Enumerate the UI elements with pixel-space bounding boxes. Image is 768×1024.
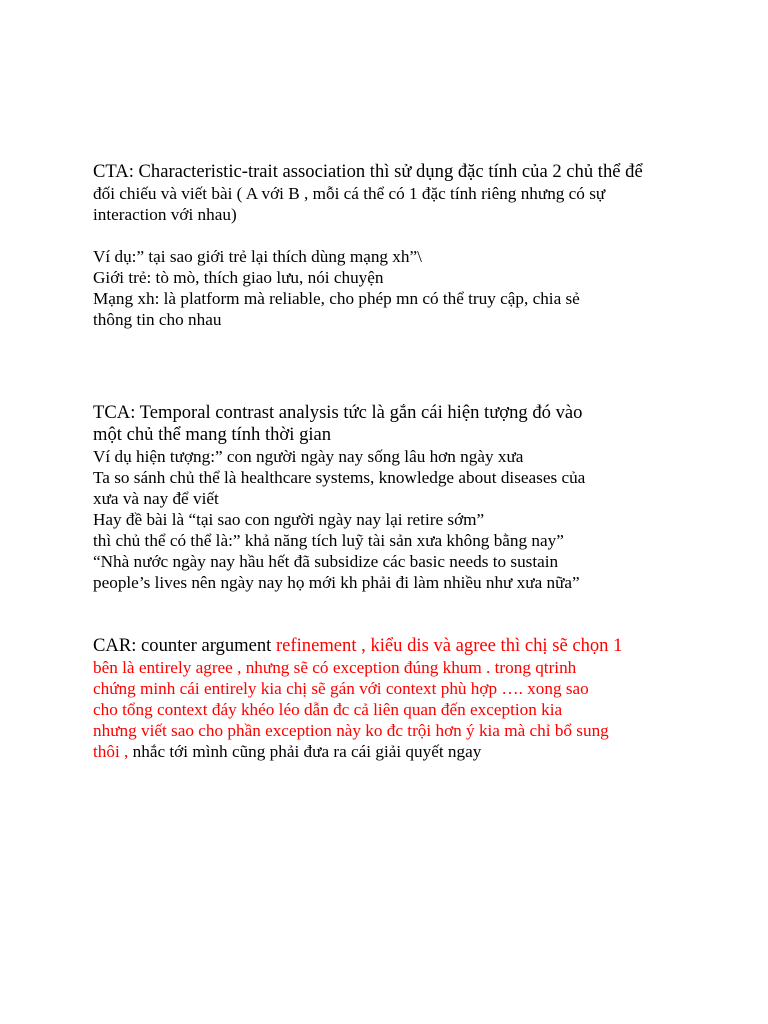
cta-heading-line-1: CTA: Characteristic-trait association thì sử dụng đặc tính của 2 chủ thể để	[93, 161, 643, 182]
car-red-line-3: chứng minh cái entirely kia chị sẽ gán với context phù hợp …. xong sao	[93, 679, 589, 698]
document-body	[93, 161, 693, 762]
car-last-text: nhắc tới mình cũng phải đưa ra cái giải quyết ngay	[132, 742, 482, 761]
car-red-line-2: bên là entirely agree , nhưng sẽ có exception đúng khum . trong qtrinh	[93, 658, 577, 677]
cta-line-3: interaction với nhau)	[93, 205, 237, 224]
cta-section	[93, 161, 693, 330]
cta-example-line-4: thông tin cho nhau	[93, 310, 222, 329]
tca-section	[93, 402, 693, 593]
car-section	[93, 635, 693, 762]
tca-body-line-6: “Nhà nước ngày nay hầu hết đã subsidize các basic needs to sustain	[93, 552, 559, 571]
cta-example-line-1: Ví dụ:” tại sao giới trẻ lại thích dùng mạng xh”\	[93, 247, 422, 266]
car-highlight-text: refinement , kiểu dis và agree thì chị sẽ chọn 1	[275, 635, 623, 656]
tca-body-line-2: Ta so sánh chủ thể là healthcare systems, knowledge about diseases của	[93, 468, 586, 487]
tca-body-line-1: Ví dụ hiện tượng:” con người ngày nay sống lâu hơn ngày xưa	[93, 447, 524, 466]
cta-example-line-2: Giới trẻ: tò mò, thích giao lưu, nói chuyện	[93, 268, 384, 287]
tca-heading-line-2: một chủ thể mang tính thời gian	[93, 424, 332, 445]
car-red-line-5: nhưng viết sao cho phần exception này ko đc trội hơn ý kia mà chỉ bổ sung	[93, 721, 609, 740]
cta-line-2: đối chiếu và viết bài ( A với B , mỗi cá thể có 1 đặc tính riêng nhưng có sự	[93, 184, 606, 203]
tca-body-line-7: people’s lives nên ngày nay họ mới kh phải đi làm nhiều như xưa nữa”	[93, 573, 580, 592]
cta-example-line-3: Mạng xh: là platform mà reliable, cho phép mn có thể truy cập, chia sẻ	[93, 289, 580, 308]
tca-heading-line-1: TCA: Temporal contrast analysis tức là gắn cái hiện tượng đó vào	[93, 402, 583, 423]
tca-body-line-4: Hay đề bài là “tại sao con người ngày nay lại retire sớm”	[93, 510, 485, 529]
car-label: CAR: counter argument	[93, 635, 276, 656]
car-line-6	[93, 741, 693, 762]
tca-body-line-5: thì chủ thể có thể là:” khả năng tích luỹ tài sản xưa không bằng nay”	[93, 531, 564, 550]
car-last-highlight: thôi ,	[93, 742, 133, 761]
tca-body-line-3: xưa và nay để viết	[93, 489, 219, 508]
car-line-1	[93, 635, 693, 657]
car-red-line-4: cho tổng context đáy khéo léo dẫn đc cả liên quan đến exception kia	[93, 700, 563, 719]
